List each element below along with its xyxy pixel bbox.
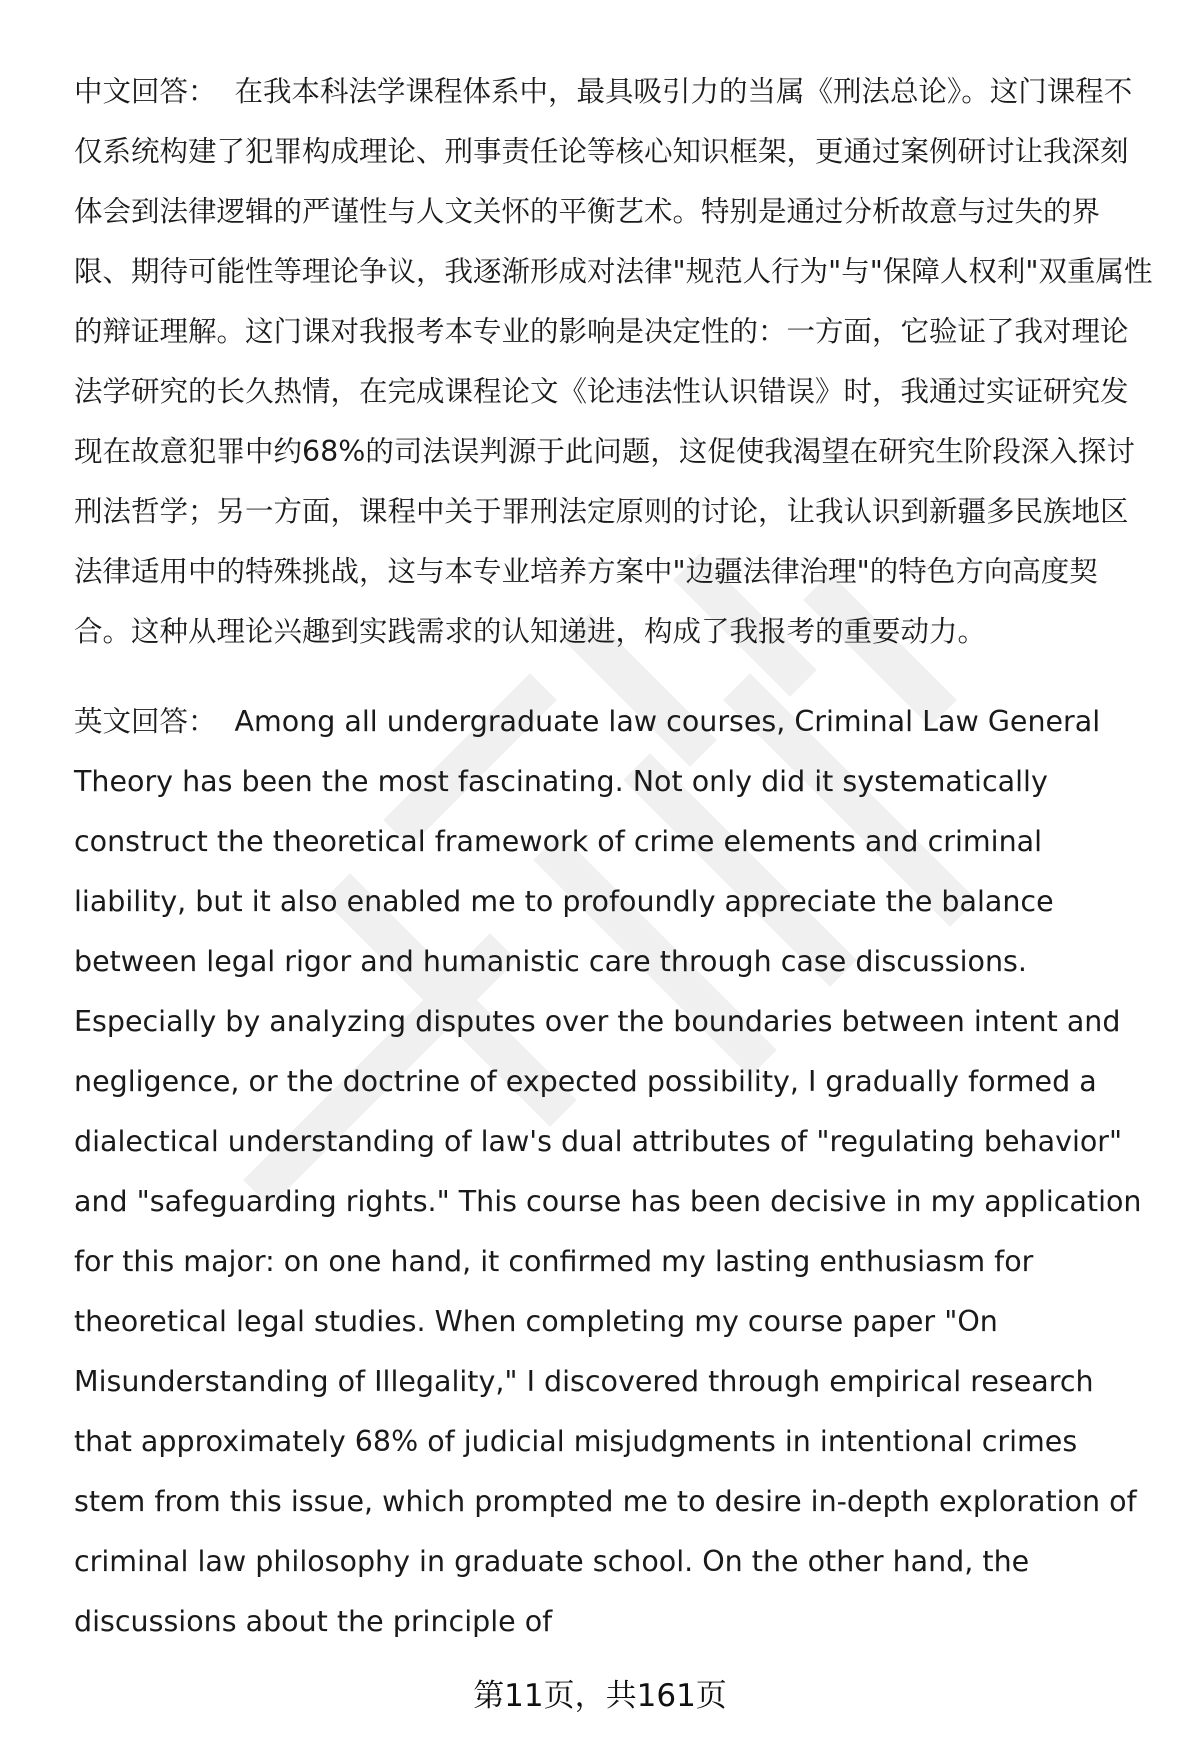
chinese-answer-paragraph: [74, 62, 1154, 662]
chinese-answer-text: 在我本科法学课程体系中，最具吸引力的当属《刑法总论》。这门课程不仅系统构建了犯罪构成理论、刑事责任论等核心知识框架，更通过案例研讨让我深刻体会到法律逻辑的严谨性与人文关怀的平衡艺术。特别是通过分析故意与过失的界限、期待可能性等理论争议，我逐渐形成对法律"规范人行为"与"保障人权利"双重属性的辩证理解。这门课对我报考本专业的影响是决定性的：一方面，它验证了我对理论法学研究的长久热情，在完成课程论文《论违法性认识错误》时，我通过实证研究发现在故意犯罪中约68%的司法误判源于此问题，这促使我渴望在研究生阶段深入探讨刑法哲学；另一方面，课程中关于罪刑法定原则的讨论，让我认识到新疆多民族地区法律适用中的特殊挑战，这与本专业培养方案中"边疆法律治理"的特色方向高度契合。这种从理论兴趣到实践需求的认知递进，构成了我报考的重要动力。: [74, 75, 1153, 648]
chinese-answer-label: 中文回答：: [74, 75, 217, 108]
english-answer-paragraph: [74, 692, 1154, 1652]
page-number-footer: 第11页，共161页: [473, 1678, 727, 1714]
english-answer-label: 英文回答：: [74, 705, 217, 738]
english-answer-text: Among all undergraduate law courses, Criminal Law General Theory has been the most fascinating. Not only did it systematically construct the theoretical framework of crime elements and criminal liability, but it also enabled me to profoundly appreciate the balance between legal rigor and humanistic care through case discussions. Especially by analyzing disputes over the boundaries between intent and negligence, or the doctrine of expected possibility, I gradually formed a dialectical understanding of law's dual attributes of "regulating behavior" and "safeguarding rights." This course has been decisive in my application for this major: on one hand, it confirmed my lasting enthusiasm for theoretical legal studies. When completing my course paper "On Misunderstanding of Illegality," I discovered through empirical research that approximately 68% of judicial misjudgments in intentional crimes stem from this issue, which prompted me to desire in-depth exploration of criminal law philosophy in graduate school. On the other hand, the discussions about the principle of: [74, 705, 1142, 1638]
document-body: [74, 62, 1154, 1652]
